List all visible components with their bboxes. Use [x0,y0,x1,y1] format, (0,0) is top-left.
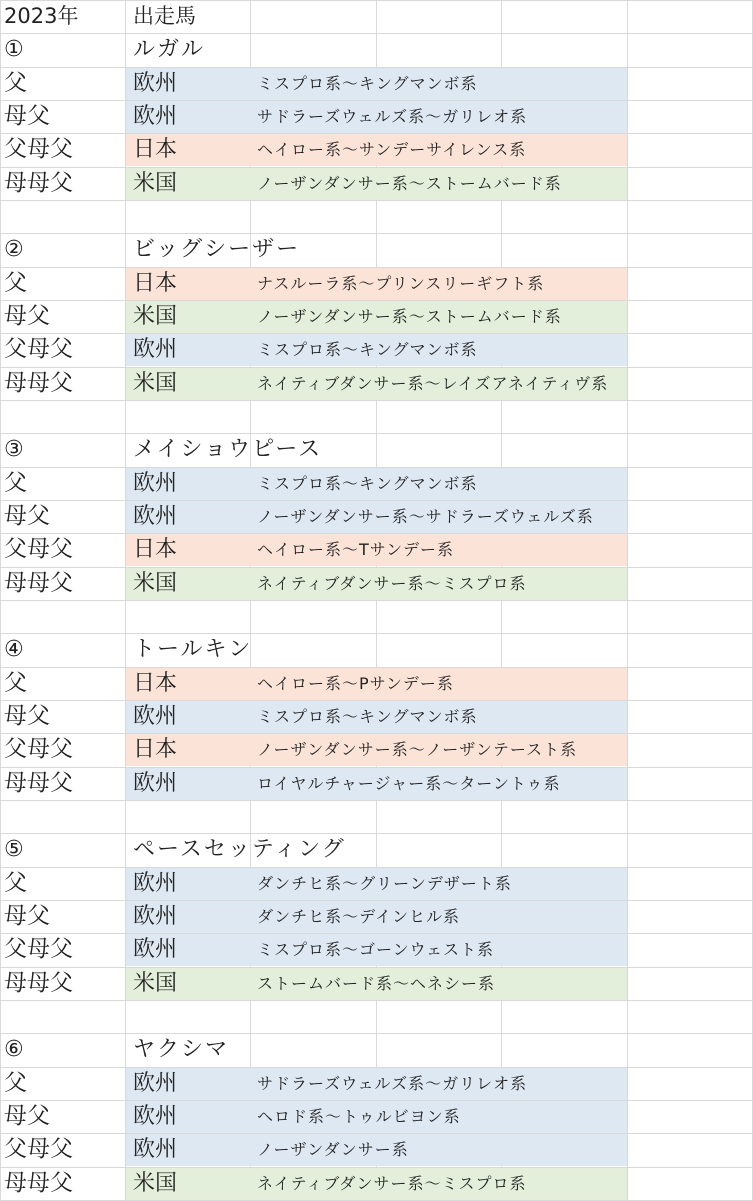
horse-name: メイショウピース [133,437,323,462]
region-label: 欧州 [133,1104,178,1129]
lineage-text: ミスプロ系～ゴーンウェスト系 [257,940,495,959]
lineage-text: ダンチヒ系～デインヒル系 [257,907,461,926]
region-label: 欧州 [133,937,178,962]
pedigree-role: 母母父 [4,570,73,596]
pedigree-role: 父母父 [4,536,73,562]
region-label: 欧州 [133,704,178,729]
region-label: 欧州 [133,504,178,529]
lineage-text: ネイティブダンサー系～ミスプロ系 [257,1174,527,1193]
horse-number: ⑥ [4,1037,24,1062]
lineage-text: ネイティブダンサー系～レイズアネイティヴ系 [257,374,609,393]
lineage-text: ノーザンダンサー系～サドラーズウェルズ系 [257,507,594,526]
lineage-text: ヘロド系～トゥルビヨン系 [257,1107,461,1126]
region-label: 欧州 [133,1071,178,1096]
lineage-text: ダンチヒ系～グリーンデザート系 [257,874,512,893]
pedigree-role: 父 [4,470,27,496]
region-label: 欧州 [133,471,178,496]
pedigree-role: 父母父 [4,936,73,962]
lineage-text: ミスプロ系～キングマンボ系 [257,340,478,359]
lineage-text: ミスプロ系～キングマンボ系 [257,474,478,493]
lineage-text: ヘイロー系～Pサンデー系 [257,674,454,693]
pedigree-role: 母母父 [4,170,73,196]
region-label: 米国 [133,1171,178,1196]
lineage-text: サドラーズウェルズ系～ガリレオ系 [257,107,528,126]
horse-name: ビッグシーザー [133,237,301,262]
pedigree-role: 父母父 [4,736,73,762]
lineage-text: ノーザンダンサー系 [257,1140,409,1159]
region-label: 日本 [133,737,178,762]
horse-number: ③ [4,437,24,462]
pedigree-role: 父母父 [4,136,73,162]
pedigree-role: 母母父 [4,1170,73,1196]
pedigree-role: 父 [4,70,27,96]
region-label: 日本 [133,137,178,162]
region-label: 米国 [133,171,178,196]
pedigree-role: 父母父 [4,1136,73,1162]
region-label: 欧州 [133,1137,178,1162]
column-header: 出走馬 [133,4,196,28]
lineage-text: ノーザンダンサー系～ノーザンテースト系 [257,740,578,759]
horse-name: ヤクシマ [133,1037,230,1062]
lineage-text: ミスプロ系～キングマンボ系 [257,707,478,726]
horse-name: トールキン [133,637,253,662]
region-label: 米国 [133,371,178,396]
region-label: 欧州 [133,71,178,96]
lineage-text: サドラーズウェルズ系～ガリレオ系 [257,1074,528,1093]
region-label: 米国 [133,571,178,596]
lineage-text: ヘイロー系～Tサンデー系 [257,540,454,559]
horse-number: ⑤ [4,837,24,862]
pedigree-role: 母父 [4,503,50,529]
pedigree-role: 母母父 [4,770,73,796]
pedigree-role: 母父 [4,1103,50,1129]
pedigree-role: 父 [4,670,27,696]
region-label: 日本 [133,671,178,696]
pedigree-role: 母父 [4,303,50,329]
pedigree-role: 父 [4,1070,27,1096]
pedigree-role: 母母父 [4,370,73,396]
region-label: 欧州 [133,904,178,929]
horse-number: ④ [4,637,24,662]
pedigree-role: 母父 [4,703,50,729]
region-label: 日本 [133,537,178,562]
pedigree-role: 父母父 [4,336,73,362]
year-header: 2023年 [4,4,79,28]
horse-number: ① [4,37,24,62]
pedigree-role: 母父 [4,103,50,129]
lineage-text: ノーザンダンサー系～ストームバード系 [257,307,562,326]
region-label: 欧州 [133,771,178,796]
pedigree-role: 父 [4,270,27,296]
lineage-text: ストームバード系～ヘネシー系 [257,974,496,993]
pedigree-role: 母母父 [4,970,73,996]
lineage-text: ロイヤルチャージャー系～ターントゥ系 [257,774,561,793]
pedigree-role: 母父 [4,903,50,929]
region-label: 米国 [133,304,178,329]
region-label: 米国 [133,971,178,996]
horse-number: ② [4,237,24,262]
lineage-text: ヘイロー系～サンデーサイレンス系 [257,140,527,159]
lineage-text: ナスルーラ系～プリンスリーギフト系 [257,274,545,293]
region-label: 日本 [133,271,178,296]
lineage-text: ミスプロ系～キングマンボ系 [257,74,478,93]
region-label: 欧州 [133,104,178,129]
region-label: 欧州 [133,337,178,362]
pedigree-role: 父 [4,870,27,896]
region-label: 欧州 [133,871,178,896]
lineage-text: ネイティブダンサー系～ミスプロ系 [257,574,527,593]
lineage-text: ノーザンダンサー系～ストームバード系 [257,174,562,193]
grid-col-line [0,0,1,1200]
horse-name: ルガル [133,37,206,62]
grid-col-line [627,0,628,1200]
horse-name: ペースセッティング [133,837,346,862]
